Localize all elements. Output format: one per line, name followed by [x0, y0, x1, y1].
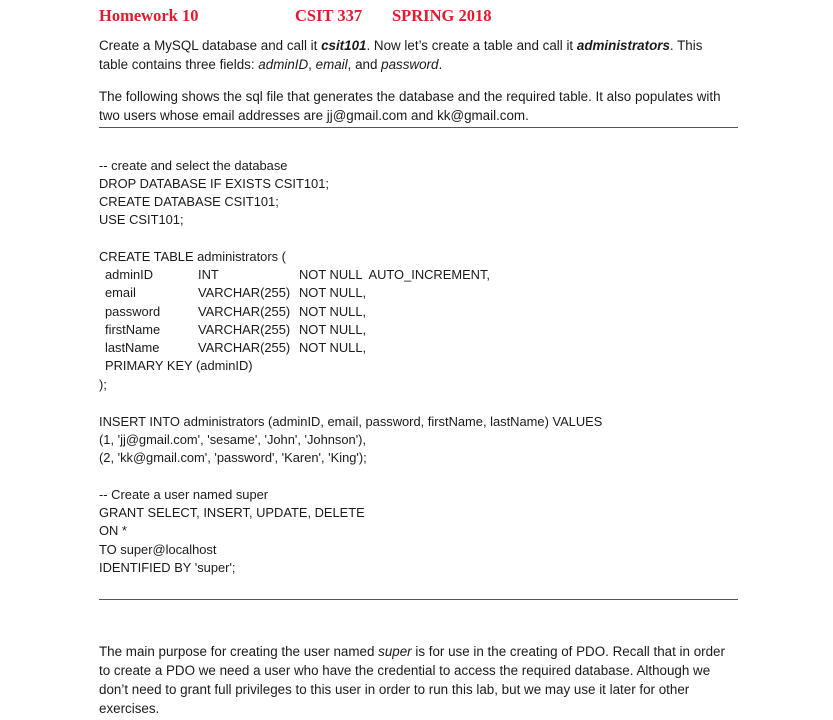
column-type: INT: [198, 267, 219, 282]
column-name: adminID: [105, 267, 153, 282]
closing-text: is for use in the creating of PDO. Recall that in order to create a PDO we need a user who have the credential to access the required database. Although we don’t need to grant full privileges to this user in order to run this lab, but we may use it later for other exercises.: [99, 644, 725, 716]
code-line: ON *: [99, 523, 127, 538]
top-divider: [99, 127, 738, 128]
column-type: VARCHAR(255): [198, 322, 291, 337]
field-name: adminID: [258, 57, 309, 72]
code-line: -- create and select the database: [99, 158, 288, 173]
intro-text: . This table contains three fields:: [99, 38, 703, 72]
code-line: );: [99, 377, 107, 392]
column-type: VARCHAR(255): [198, 340, 291, 355]
column-constraint: NOT NULL,: [299, 304, 367, 319]
column-name: password: [105, 304, 161, 319]
code-line: USE CSIT101;: [99, 212, 184, 227]
bottom-divider: [99, 599, 738, 600]
column-name: email: [105, 285, 136, 300]
intro-text: ,: [308, 57, 316, 72]
column-name: lastName: [105, 340, 160, 355]
column-definition: [99, 339, 699, 357]
column-constraint: NOT NULL,: [299, 322, 367, 337]
intro-text: Create a MySQL database and call it: [99, 38, 322, 53]
code-line: GRANT SELECT, INSERT, UPDATE, DELETE: [99, 505, 365, 520]
intro-text: . Now let’s create a table and call it: [366, 38, 577, 53]
database-name: csit101: [321, 38, 367, 53]
column-type: VARCHAR(255): [198, 285, 291, 300]
code-line: PRIMARY KEY (adminID): [105, 358, 253, 373]
column-constraint: NOT NULL,: [299, 285, 367, 300]
column-name: firstName: [105, 322, 161, 337]
code-line: TO super@localhost: [99, 542, 217, 557]
course-code: CSIT 337: [295, 6, 363, 25]
homework-title: Homework 10: [99, 6, 199, 25]
column-type: VARCHAR(255): [198, 304, 291, 319]
code-line: -- Create a user named super: [99, 487, 269, 502]
code-line: (1, 'jj@gmail.com', 'sesame', 'John', 'Johnson'),: [99, 432, 367, 447]
user-name: super: [378, 644, 412, 659]
column-definition: [99, 266, 699, 284]
column-definition: [99, 321, 699, 339]
field-name: email: [315, 57, 348, 72]
code-line: CREATE DATABASE CSIT101;: [99, 194, 279, 209]
field-name: password: [381, 57, 439, 72]
closing-text: The main purpose for creating the user named: [99, 644, 379, 659]
code-line: INSERT INTO administrators (adminID, email, password, firstName, lastName) VALUES: [99, 414, 603, 429]
code-line: DROP DATABASE IF EXISTS CSIT101;: [99, 176, 329, 191]
column-constraint: NOT NULL,: [299, 340, 367, 355]
intro-text: .: [438, 57, 443, 72]
column-constraint: NOT NULL AUTO_INCREMENT,: [299, 267, 491, 282]
closing-paragraph: [99, 642, 735, 718]
column-definition: [99, 303, 699, 321]
code-line: CREATE TABLE administrators (: [99, 249, 286, 264]
term-label: SPRING 2018: [392, 6, 492, 25]
code-line: (2, 'kk@gmail.com', 'password', 'Karen', 'King');: [99, 450, 367, 465]
table-name: administrators: [576, 38, 670, 53]
intro-text: , and: [347, 57, 382, 72]
description-paragraph: The following shows the sql file that generates the database and the required table. It also populates with two users whose email addresses are jj@gmail.com and kk@gmail.com.: [99, 89, 721, 123]
code-line: IDENTIFIED BY 'super';: [99, 560, 236, 575]
column-definition: [99, 284, 699, 302]
intro-paragraph: [99, 36, 735, 74]
